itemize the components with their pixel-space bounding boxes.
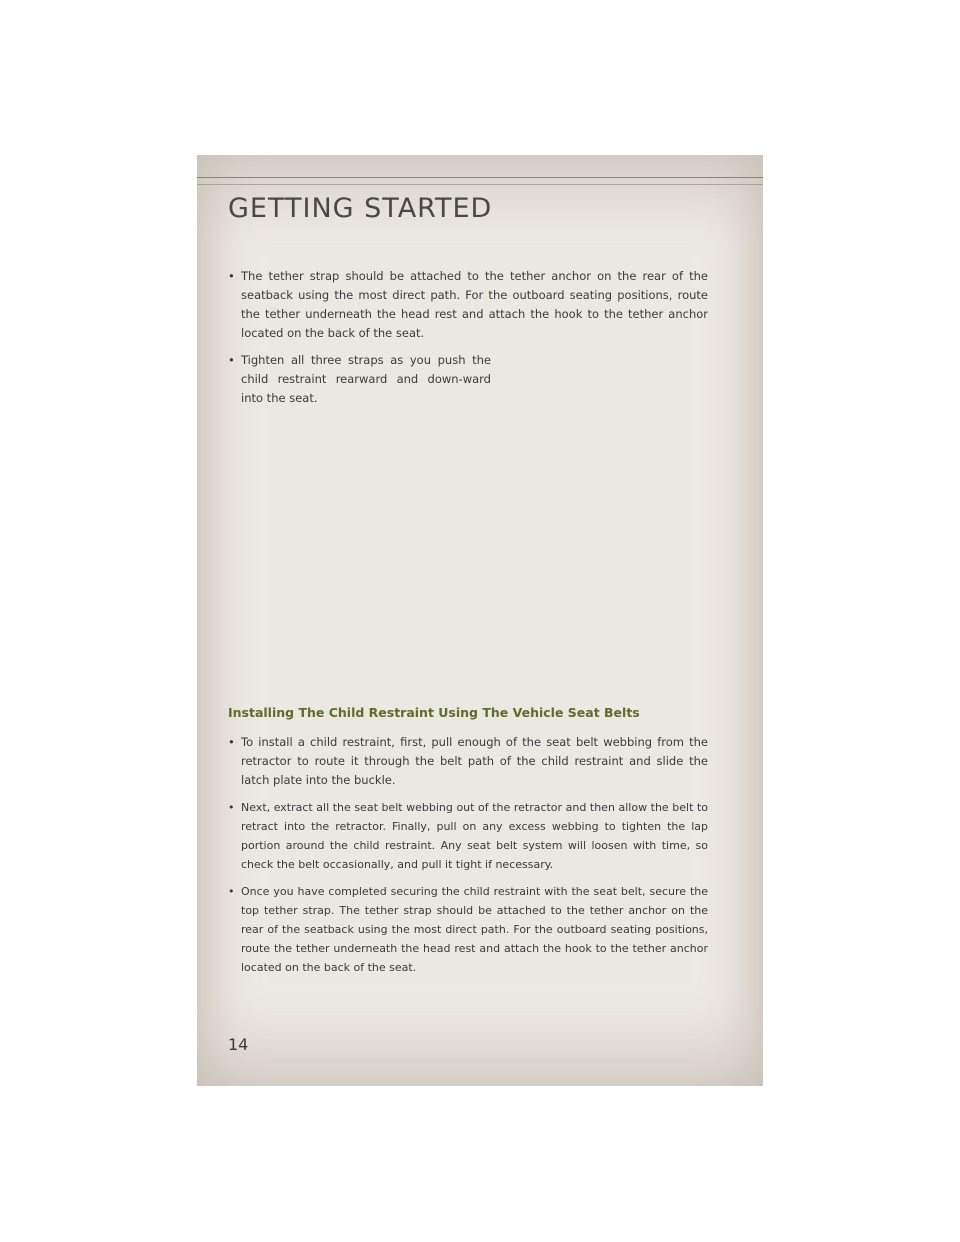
bullet-extract-webbing: • Next, extract all the seat belt webbing out of the retractor and then allow the belt to retract into the retractor. Finally, pull on any excess webbing to tighten the lap portion around the child restraint. Any seat belt system will loosen with time, so check the belt occasionally, and pull it tight if necessary. [228,798,708,874]
bullet-tighten-straps: • Tighten all three straps as you push the child restraint rearward and down-ward into the seat. [228,351,491,408]
top-bullet-list [228,267,708,408]
seat-belt-section [228,703,708,985]
top-content [228,267,708,416]
manual-page [197,155,763,1086]
section-heading: Installing The Child Restraint Using The Vehicle Seat Belts [228,705,640,720]
header-rule-top [197,177,763,178]
bullet-tether-strap: • The tether strap should be attached to the tether anchor on the rear of the seatback using the most direct path. For the outboard seating positions, route the tether underneath the head rest and attach the hook to the tether anchor located on the back of the seat. [228,267,708,343]
header-rule-bottom [197,184,763,185]
page-number: 14 [228,1035,249,1054]
seat-belt-bullet-list [228,733,708,977]
bullet-install-restraint: • To install a child restraint, first, pull enough of the seat belt webbing from the retractor to route it through the belt path of the child restraint and slide the latch plate into the buckle. [228,733,708,790]
bullet-secure-tether: • Once you have completed securing the child restraint with the seat belt, secure the top tether strap. The tether strap should be attached to the tether anchor on the rear of the seatback using the most direct path. For the outboard seating positions, route the tether underneath the head rest and attach the hook to the tether anchor located on the back of the seat. [228,882,708,977]
section-title: GETTING STARTED [228,193,493,224]
